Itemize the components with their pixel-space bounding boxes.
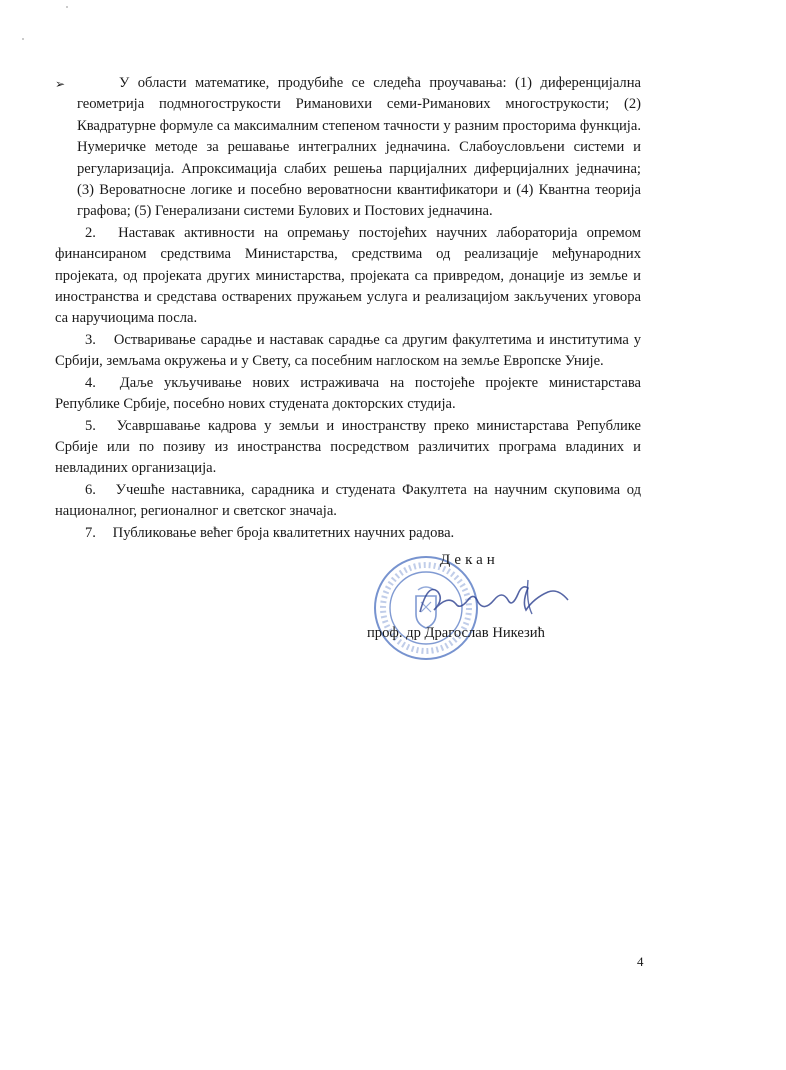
list-item-3 xyxy=(55,330,641,373)
list-item-6 xyxy=(55,480,641,523)
item-text: Даље укључивање нових истраживача на постојеће пројекте министарстава Републике Србије, посебно нових студената докторских студија. xyxy=(55,374,641,413)
list-item-2 xyxy=(55,223,641,330)
item-text: Учешће наставника, сарадника и студената Факултета на научним скуповима од националног, регионалног и светског значаја. xyxy=(55,481,642,520)
list-item-4 xyxy=(55,373,641,416)
signature-block xyxy=(360,550,600,670)
item-text: Публиковање већег броја квалитетних научних радова. xyxy=(112,524,455,541)
handwritten-signature-icon xyxy=(410,570,580,630)
item-number: 3. xyxy=(85,331,96,348)
item-number: 2. xyxy=(85,224,96,241)
item-number: 6. xyxy=(85,481,96,498)
arrow-bullet-icon: ➢ xyxy=(55,77,66,91)
list-item-5 xyxy=(55,416,641,480)
item-number: 4. xyxy=(85,374,96,391)
intro-list-item xyxy=(55,73,641,223)
signatory-name: проф. др Драгослав Никезић xyxy=(367,625,545,641)
item-text: Усавршавање кадрова у земљи и иностранству преко министарстава Републике Србије или по позиву из иностранства посредством различитих програма владиних и невладиних организација. xyxy=(55,417,641,477)
item-number: 7. xyxy=(85,524,96,541)
item-text: Наставак активности на опремању постојећих научних лабораторија опремом финансираном средствима Министарства, средствима од реализације међународних пројеката, од пројеката других министарства, пројеката са привредом, донације из земље и иностранства и средстава остварених пружањем услуга и реализацијом закључених уговора са наручиоцима посла. xyxy=(55,224,642,327)
signatory-title: Декан xyxy=(440,552,499,568)
list-item-7 xyxy=(55,523,641,544)
item-text: Остваривање сарадње и наставак сарадње са другим факултетима и институтима у Србији, земљама окружења и у Свету, са посебним наглоском на земље Европске Уније. xyxy=(55,331,641,370)
scan-speck xyxy=(22,38,24,40)
item-number: 5. xyxy=(85,417,96,434)
scan-speck xyxy=(66,6,68,8)
intro-item-text: У области математике, продубиће се следећа проучавања: (1) диференцијална геометрија подмногострукости Римановихи семи-Риманових многострукости; (2) Квадратурне формуле са максималним степеном тачности у разним просторима функција. Нумеричке методе за решавање интегралних једначина. Слабоусловљени системи и регуларизација. Апроксимација слабих решења парцијалних диферцијалних једначина; (3) Вероватносне логике и посебно вероватносни квантификатори и (4) Квантна теорија графова; (5) Генерализани системи Булових и Постових једначина. xyxy=(77,75,641,220)
page-number: 4 xyxy=(637,954,644,969)
document-body xyxy=(55,73,641,544)
